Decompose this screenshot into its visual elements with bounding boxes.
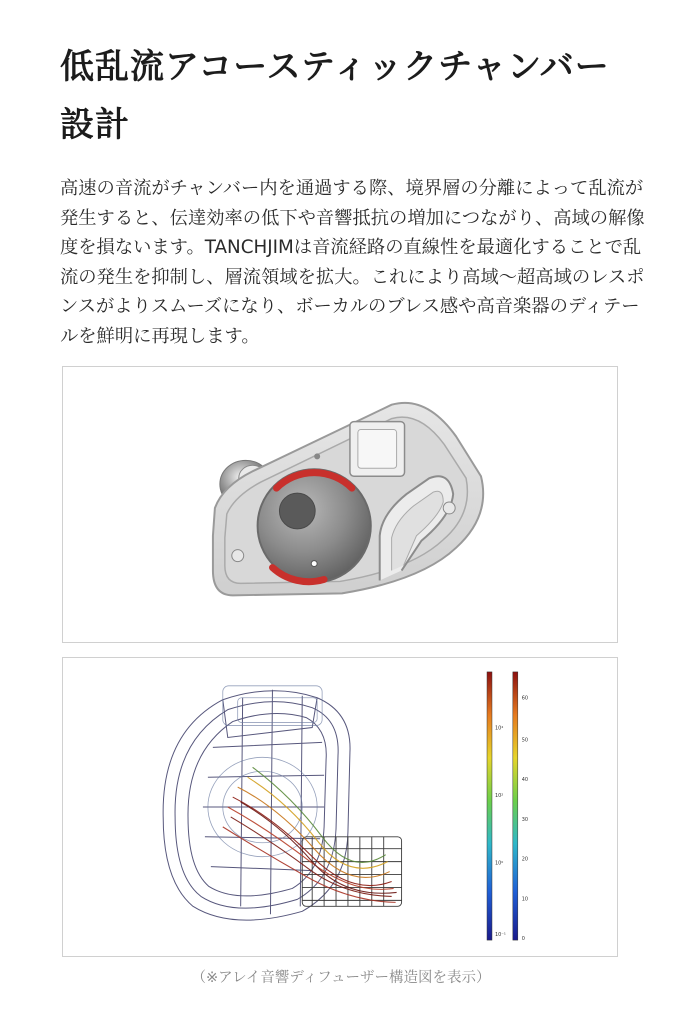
scale1-label: 10⁻¹ xyxy=(494,932,506,939)
scale1-label: 10⁰ xyxy=(494,860,504,867)
color-scale-bar-right xyxy=(513,672,518,940)
scale1-label: 10⁴ xyxy=(494,725,504,732)
chamber-cross-section-illustration xyxy=(63,367,617,642)
acoustic-simulation-figure xyxy=(62,657,618,957)
page-title: 低乱流アコースティックチャンバー設計 xyxy=(60,47,610,145)
acoustic-simulation-illustration xyxy=(63,658,617,956)
description-paragraph: 高速の音流がチャンバー内を通過する際、境界層の分離によって乱流が発生すると、伝達効率の低下や音響抵抗の増加につながり、高域の解像度を損ないます。TANCHJIMは音流経路の直線性を最適化することで乱流の発生を抑制し、層流領域を拡大。これにより高域〜超高域のレスポンスがよりスムーズになり、ボーカルのブレス感や高音楽器のディテールを鮮明に再現します。 xyxy=(60,178,645,347)
scale2-label: 40 xyxy=(521,777,529,784)
figure-caption: （※アレイ音響ディフューザー構造図を表示） xyxy=(191,970,491,986)
scale2-label: 60 xyxy=(521,695,529,702)
scale2-label: 30 xyxy=(521,816,529,823)
color-scale-bar-left xyxy=(487,672,492,940)
scale2-label: 20 xyxy=(521,856,529,863)
chamber-cross-section-figure xyxy=(62,366,618,643)
scale2-label: 0 xyxy=(521,936,525,943)
scale2-label: 10 xyxy=(521,896,529,903)
scale1-label: 10² xyxy=(494,793,504,800)
scale2-label: 50 xyxy=(521,737,529,744)
